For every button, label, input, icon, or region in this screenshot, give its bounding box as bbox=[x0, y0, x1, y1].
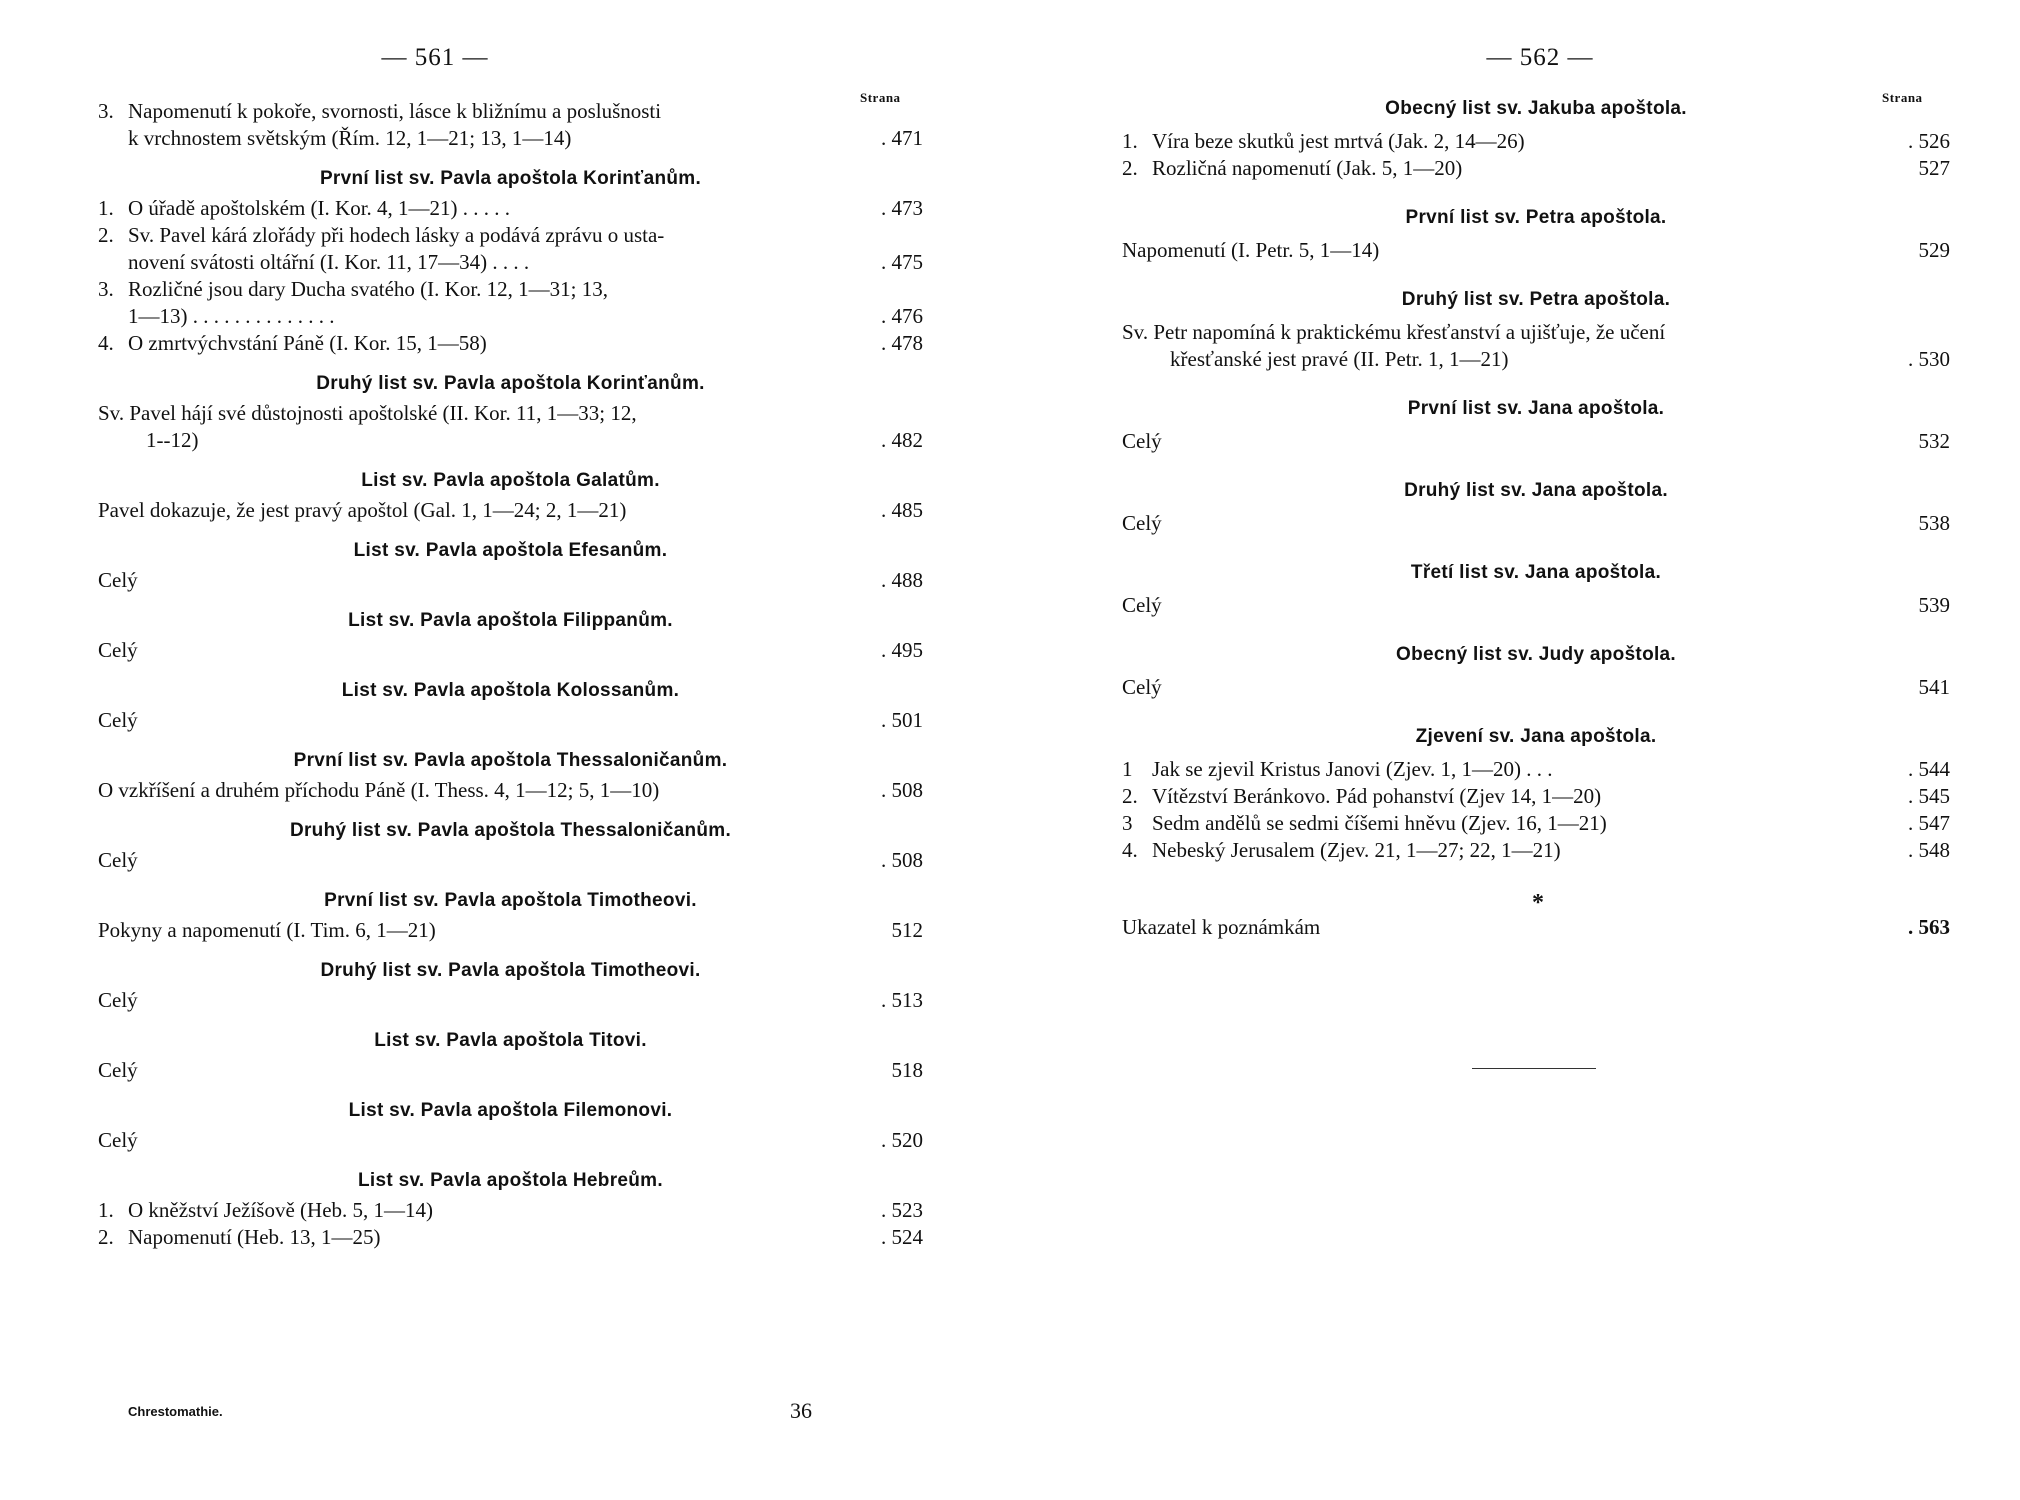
section-heading: List sv. Pavla apoštola Titovi. bbox=[374, 1030, 647, 1051]
entry-text: O zmrtvýchvstání Páně (I. Kor. 15, 1—58) bbox=[128, 331, 487, 355]
page-reference: 527 bbox=[1918, 156, 1950, 180]
page-reference: . 478 bbox=[881, 331, 923, 355]
page-reference: 512 bbox=[891, 918, 923, 942]
toc-section bbox=[98, 470, 923, 524]
section-heading: Druhý list sv. Pavla apoštola Timotheovi. bbox=[320, 960, 701, 981]
page-reference: . 488 bbox=[881, 568, 923, 592]
toc-entry bbox=[98, 222, 923, 276]
entry-text: Napomenutí (Heb. 13, 1—25) bbox=[128, 1225, 381, 1249]
toc-entry bbox=[1122, 837, 1950, 864]
entry-text: Pokyny a napomenutí (I. Tim. 6, 1—21) bbox=[98, 918, 436, 942]
toc-entry bbox=[1122, 319, 1950, 373]
section-heading: List sv. Pavla apoštola Filippanům. bbox=[348, 610, 673, 631]
section-heading: Druhý list sv. Pavla apoštola Thessaloničanům. bbox=[289, 820, 732, 841]
toc-entry bbox=[98, 497, 923, 524]
entry-text: Víra beze skutků jest mrtvá (Jak. 2, 14—26) bbox=[1152, 129, 1525, 153]
toc-entry bbox=[98, 1057, 923, 1084]
entry-text: Napomenutí (I. Petr. 5, 1—14) bbox=[1122, 238, 1380, 262]
entry-text: Celý bbox=[98, 1128, 138, 1152]
page-reference: . 545 bbox=[1908, 784, 1950, 808]
entry-number: 3 bbox=[1122, 811, 1133, 835]
entry-number: 4. bbox=[98, 331, 114, 355]
toc-entry bbox=[1122, 674, 1950, 701]
page-reference: . 508 bbox=[881, 778, 923, 802]
section-heading: První list sv. Pavla apoštola Korinťanům. bbox=[319, 168, 702, 189]
footer-signature: Chrestomathie. bbox=[128, 1404, 223, 1419]
toc-section bbox=[98, 98, 923, 152]
entry-number: 1 bbox=[1122, 757, 1133, 781]
toc-entry bbox=[98, 707, 923, 734]
entry-text: Sv. Petr napomíná k praktickému křesťanství a ujišťuje, že učení bbox=[1122, 320, 1666, 344]
section-heading: List sv. Pavla apoštola Efesanům. bbox=[353, 540, 668, 561]
entry-text: Celý bbox=[1122, 675, 1162, 699]
toc-entry bbox=[98, 637, 923, 664]
entry-text: Celý bbox=[1122, 429, 1162, 453]
page-reference: . 563 bbox=[1908, 915, 1950, 939]
toc-entry bbox=[1122, 128, 1950, 155]
toc-entry bbox=[98, 917, 923, 944]
toc-entry bbox=[98, 1197, 923, 1224]
entry-text: Rozličná napomenutí (Jak. 5, 1—20) bbox=[1152, 156, 1463, 180]
entry-number: 1. bbox=[98, 1198, 114, 1222]
page-reference: 538 bbox=[1918, 511, 1950, 535]
entry-text-continued: 1—13) . . . . . . . . . . . . . . bbox=[128, 304, 335, 328]
entry-number: 1. bbox=[98, 196, 114, 220]
toc-section bbox=[98, 1100, 923, 1154]
entry-number: 2. bbox=[1122, 156, 1138, 180]
right-page bbox=[1010, 0, 2020, 1500]
toc-section bbox=[1122, 726, 1950, 864]
entry-number: 2. bbox=[98, 1225, 114, 1249]
toc-entry bbox=[98, 1224, 923, 1251]
toc-entry bbox=[1122, 428, 1950, 455]
toc-section bbox=[98, 540, 923, 594]
page-reference: 518 bbox=[891, 1058, 923, 1082]
page-reference: 541 bbox=[1918, 675, 1950, 699]
page-reference: 539 bbox=[1918, 593, 1950, 617]
entry-text: Pavel dokazuje, že jest pravý apoštol (Gal. 1, 1—24; 2, 1—21) bbox=[98, 498, 627, 522]
strana-label: Strana bbox=[1882, 90, 1923, 105]
page-reference: . 476 bbox=[881, 304, 923, 328]
page-reference: . 530 bbox=[1908, 347, 1950, 371]
section-heading: Druhý list sv. Jana apoštola. bbox=[1404, 480, 1668, 501]
toc-entry bbox=[98, 400, 923, 454]
toc-section bbox=[1122, 562, 1950, 619]
entry-number: 2. bbox=[98, 223, 114, 247]
section-star: * bbox=[1532, 890, 1544, 916]
strana-label: Strana bbox=[860, 90, 901, 105]
toc-entry bbox=[1122, 756, 1950, 783]
section-heading: List sv. Pavla apoštola Hebreům. bbox=[358, 1170, 663, 1191]
toc-entry bbox=[98, 567, 923, 594]
toc-section bbox=[1122, 644, 1950, 701]
page-reference: . 471 bbox=[881, 126, 923, 150]
toc-section bbox=[98, 168, 923, 357]
section-heading: Třetí list sv. Jana apoštola. bbox=[1410, 562, 1662, 583]
page-reference: 532 bbox=[1918, 429, 1950, 453]
toc-section bbox=[98, 960, 923, 1014]
toc-entry bbox=[98, 330, 923, 357]
closing-rule bbox=[1472, 1068, 1596, 1069]
section-heading: První list sv. Pavla apoštola Timotheovi. bbox=[324, 890, 697, 911]
toc-section bbox=[98, 1030, 923, 1084]
entry-text: Ukazatel k poznámkám bbox=[1122, 915, 1321, 939]
sheet-number: 36 bbox=[790, 1398, 812, 1423]
toc-section bbox=[98, 890, 923, 944]
entry-text: Sedm andělů se sedmi číšemi hněvu (Zjev. 16, 1—21) bbox=[1152, 811, 1607, 835]
page-reference: . 473 bbox=[881, 196, 923, 220]
entry-text: Celý bbox=[1122, 593, 1162, 617]
toc-section bbox=[98, 610, 923, 664]
toc-entry bbox=[98, 98, 923, 152]
page-reference: 529 bbox=[1918, 238, 1950, 262]
page-reference: . 520 bbox=[881, 1128, 923, 1152]
entry-text: Celý bbox=[98, 1058, 138, 1082]
entry-text-continued: 1--12) bbox=[146, 428, 199, 452]
toc-section bbox=[98, 820, 923, 874]
entry-number: 2. bbox=[1122, 784, 1138, 808]
toc-entry bbox=[1122, 510, 1950, 537]
toc-entry bbox=[1122, 810, 1950, 837]
entry-number: 3. bbox=[98, 99, 114, 123]
toc-section bbox=[98, 373, 923, 454]
entry-text-continued: křesťanské jest pravé (II. Petr. 1, 1—21) bbox=[1170, 347, 1509, 371]
toc-section bbox=[98, 680, 923, 734]
entry-text: Celý bbox=[98, 708, 138, 732]
entry-text: Napomenutí k pokoře, svornosti, lásce k bližnímu a poslušnosti bbox=[128, 99, 662, 123]
page-number: — 562 — bbox=[1486, 44, 1594, 71]
entry-text: Celý bbox=[98, 638, 138, 662]
page-reference: . 548 bbox=[1908, 838, 1950, 862]
toc-entry bbox=[98, 847, 923, 874]
toc-entry bbox=[98, 987, 923, 1014]
entry-number: 3. bbox=[98, 277, 114, 301]
page-reference: . 513 bbox=[881, 988, 923, 1012]
toc-entry bbox=[98, 195, 923, 222]
toc-right bbox=[1122, 98, 1950, 941]
section-heading: Obecný list sv. Jakuba apoštola. bbox=[1385, 98, 1687, 119]
page-reference: . 547 bbox=[1908, 811, 1950, 835]
page-reference: . 495 bbox=[881, 638, 923, 662]
entry-number: 1. bbox=[1122, 129, 1138, 153]
entry-text: Celý bbox=[1122, 511, 1162, 535]
toc-section bbox=[1122, 480, 1950, 537]
index-entry bbox=[1122, 914, 1950, 941]
section-heading: Druhý list sv. Pavla apoštola Korinťanům. bbox=[316, 373, 705, 394]
toc-entry bbox=[1122, 592, 1950, 619]
section-heading: První list sv. Petra apoštola. bbox=[1405, 207, 1667, 228]
entry-text-continued: novení svátosti oltářní (I. Kor. 11, 17—34) . . . . bbox=[128, 250, 530, 274]
toc-entry bbox=[98, 276, 923, 330]
toc-entry bbox=[98, 777, 923, 804]
entry-text: Rozličné jsou dary Ducha svatého (I. Kor. 12, 1—31; 13, bbox=[128, 277, 608, 301]
entry-text: Celý bbox=[98, 988, 138, 1012]
entry-number: 4. bbox=[1122, 838, 1138, 862]
page-reference: . 544 bbox=[1908, 757, 1950, 781]
page-reference: . 523 bbox=[881, 1198, 923, 1222]
page-reference: . 526 bbox=[1908, 129, 1950, 153]
entry-text: Nebeský Jerusalem (Zjev. 21, 1—27; 22, 1—21) bbox=[1152, 838, 1561, 862]
toc-section bbox=[1122, 289, 1950, 373]
section-heading: Zjevení sv. Jana apoštola. bbox=[1415, 726, 1657, 747]
page-reference: . 524 bbox=[881, 1225, 923, 1249]
toc-section bbox=[98, 750, 923, 804]
page-reference: . 482 bbox=[881, 428, 923, 452]
entry-text: Vítězství Beránkovo. Pád pohanství (Zjev 14, 1—20) bbox=[1152, 784, 1602, 808]
toc-entry bbox=[1122, 155, 1950, 182]
toc-section bbox=[1122, 398, 1950, 455]
toc-left bbox=[98, 98, 923, 1267]
section-heading: List sv. Pavla apoštola Galatům. bbox=[361, 470, 660, 491]
entry-text: Jak se zjevil Kristus Janovi (Zjev. 1, 1—20) . . . bbox=[1152, 757, 1553, 781]
page-reference: . 508 bbox=[881, 848, 923, 872]
toc-section bbox=[1122, 207, 1950, 264]
page-reference: . 501 bbox=[881, 708, 923, 732]
entry-text: Sv. Pavel hájí své důstojnosti apoštolské (II. Kor. 11, 1—33; 12, bbox=[98, 401, 637, 425]
page-reference: . 485 bbox=[881, 498, 923, 522]
toc-entry bbox=[1122, 237, 1950, 264]
toc-section bbox=[1122, 98, 1950, 182]
section-heading: První list sv. Jana apoštola. bbox=[1407, 398, 1665, 419]
entry-text: O vzkříšení a druhém příchodu Páně (I. Thess. 4, 1—12; 5, 1—10) bbox=[98, 778, 660, 802]
entry-text: Celý bbox=[98, 568, 138, 592]
toc-section bbox=[98, 1170, 923, 1251]
page-reference: . 475 bbox=[881, 250, 923, 274]
entry-text: O úřadě apoštolském (I. Kor. 4, 1—21) . . . . . bbox=[128, 196, 511, 220]
entry-text-continued: k vrchnostem světským (Řím. 12, 1—21; 13, 1—14) bbox=[128, 126, 572, 150]
section-heading: První list sv. Pavla apoštola Thessaloničanům. bbox=[293, 750, 728, 771]
toc-entry bbox=[98, 1127, 923, 1154]
section-heading: Obecný list sv. Judy apoštola. bbox=[1395, 644, 1676, 665]
entry-text: Sv. Pavel kárá zlořády při hodech lásky a podává zprávu o usta- bbox=[128, 223, 665, 247]
section-heading: List sv. Pavla apoštola Kolossanům. bbox=[341, 680, 680, 701]
section-heading: Druhý list sv. Petra apoštola. bbox=[1401, 289, 1671, 310]
entry-text: O kněžství Ježíšově (Heb. 5, 1—14) bbox=[128, 1198, 434, 1222]
toc-entry bbox=[1122, 783, 1950, 810]
entry-text: Celý bbox=[98, 848, 138, 872]
section-heading: List sv. Pavla apoštola Filemonovi. bbox=[348, 1100, 673, 1121]
page-number: — 561 — bbox=[381, 44, 489, 71]
